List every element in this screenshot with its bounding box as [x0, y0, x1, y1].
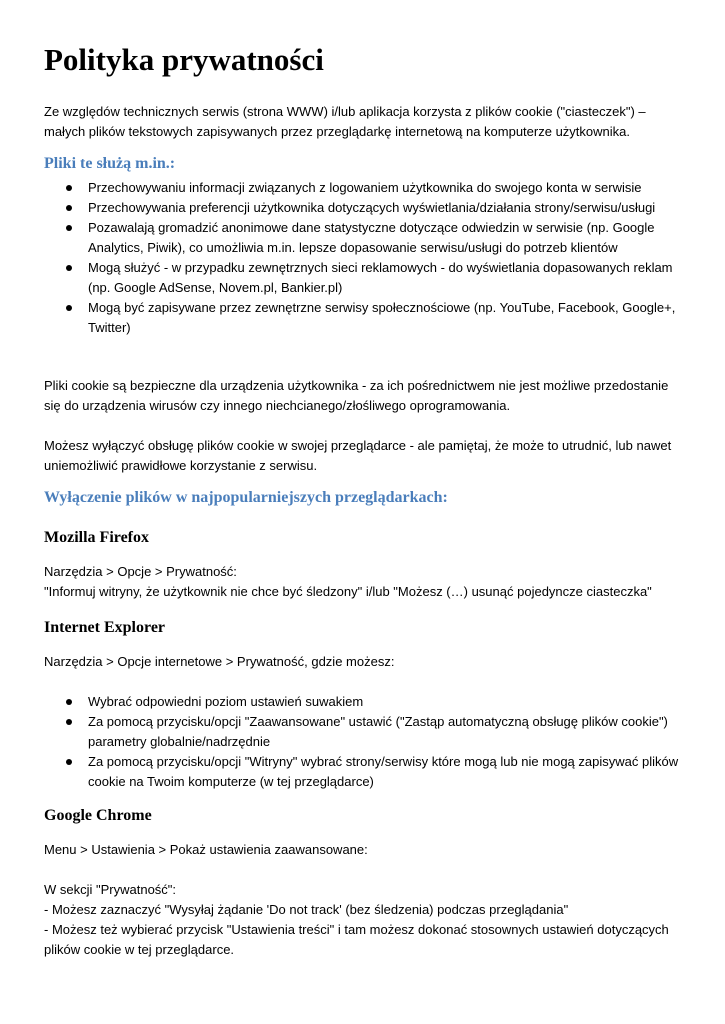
safety-paragraph: Pliki cookie są bezpieczne dla urządzenia użytkownika - za ich pośrednictwem nie jest możliwe przedostanie się do urządzenia wirusów czy innego niechcianego/złośliwego oprogramowania.	[44, 378, 669, 413]
bullet-icon	[66, 225, 72, 231]
browsers-heading: Wyłączenie plików w najpopularniejszych przeglądarkach:	[44, 489, 448, 506]
chrome-path: Menu > Ustawienia > Pokaż ustawienia zaawansowane:	[44, 842, 368, 857]
ie-heading: Internet Explorer	[44, 619, 166, 636]
intro-paragraph: Ze względów technicznych serwis (strona WWW) i/lub aplikacja korzysta z plików cookie ("ciasteczek") – małych plików tekstowych zapisywanych przez przeglądarkę internetową na komputerze użytkownika.	[44, 104, 646, 139]
page-title: Polityka prywatności	[44, 42, 324, 77]
chrome-line-1: - Możesz zaznaczyć "Wysyłaj żądanie 'Do not track' (bez śledzenia) podczas przeglądania"	[44, 902, 569, 917]
firefox-heading: Mozilla Firefox	[44, 529, 149, 546]
bullet-icon	[66, 719, 72, 725]
firefox-detail: "Informuj witryny, że użytkownik nie chce być śledzony" i/lub "Możesz (…) usunąć pojedyncze ciasteczka"	[44, 584, 652, 599]
bullet-icon	[66, 265, 72, 271]
list-item: Pozawalają gromadzić anonimowe dane statystyczne dotyczące odwiedzin w serwisie (np. Google Analytics, Piwik), co umożliwia m.in. lepsze dopasowanie serwisu/usługi do potrzeb klientów	[44, 218, 684, 258]
ie-options-list	[44, 692, 684, 792]
bullet-icon	[66, 699, 72, 705]
bullet-icon	[66, 205, 72, 211]
list-item: Wybrać odpowiedni poziom ustawień suwakiem	[44, 692, 684, 712]
purposes-heading: Pliki te służą m.in.:	[44, 155, 176, 172]
list-item: Mogą być zapisywane przez zewnętrzne serwisy społecznościowe (np. YouTube, Facebook, Google+, Twitter)	[44, 298, 684, 338]
list-item: Mogą służyć - w przypadku zewnętrznych sieci reklamowych - do wyświetlania dopasowanych reklam (np. Google AdSense, Novem.pl, Bankier.pl)	[44, 258, 684, 298]
chrome-section: W sekcji "Prywatność":	[44, 882, 177, 897]
bullet-icon	[66, 305, 72, 311]
disable-paragraph: Możesz wyłączyć obsługę plików cookie w swojej przeglądarce - ale pamiętaj, że może to utrudnić, lub nawet uniemożliwić prawidłowe korzystanie z serwisu.	[44, 438, 672, 473]
list-item: Przechowywania preferencji użytkownika dotyczących wyświetlania/działania strony/serwisu/usługi	[44, 198, 684, 218]
document-page	[44, 40, 684, 960]
bullet-icon	[66, 759, 72, 765]
list-item: Za pomocą przycisku/opcji "Witryny" wybrać strony/serwisy które mogą lub nie mogą zapisywać plików cookie na Twoim komputerze (w tej przeglądarce)	[44, 752, 684, 792]
list-item: Przechowywaniu informacji związanych z logowaniem użytkownika do swojego konta w serwisie	[44, 178, 684, 198]
purposes-list	[44, 178, 684, 338]
firefox-path: Narzędzia > Opcje > Prywatność:	[44, 564, 237, 579]
bullet-icon	[66, 185, 72, 191]
chrome-line-2: - Możesz też wybierać przycisk "Ustawienia treści" i tam możesz dokonać stosownych ustawień dotyczących plików cookie w tej przeglądarce.	[44, 922, 669, 957]
list-item: Za pomocą przycisku/opcji "Zaawansowane" ustawić ("Zastąp automatyczną obsługę plików cookie") parametry globalnie/nadrzędnie	[44, 712, 684, 752]
chrome-heading: Google Chrome	[44, 807, 152, 824]
ie-path: Narzędzia > Opcje internetowe > Prywatność, gdzie możesz:	[44, 654, 395, 669]
